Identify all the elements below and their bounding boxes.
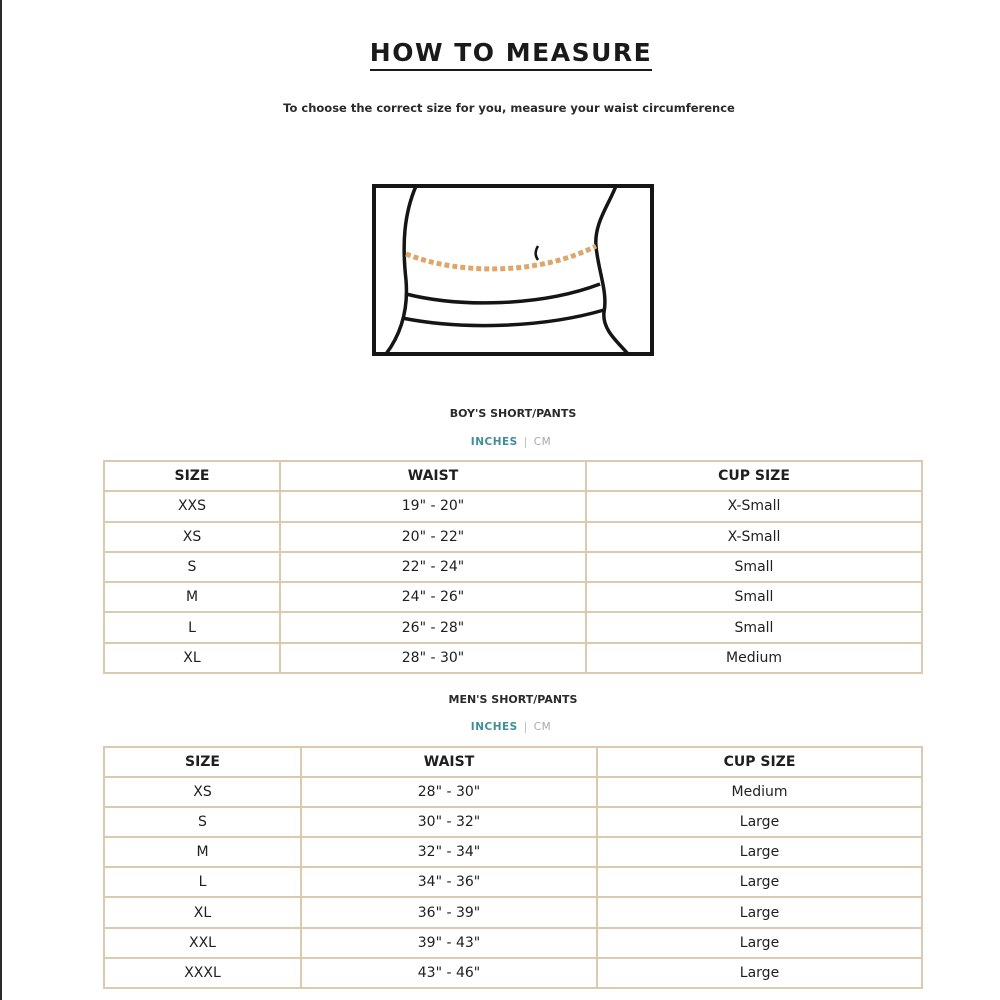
left-edge-border <box>0 0 2 1000</box>
cup-size-cell: Large <box>597 837 922 867</box>
waist-cell: 28" - 30" <box>280 643 586 673</box>
size-cell: XXL <box>104 928 301 958</box>
mens-unit-inches[interactable]: INCHES <box>470 721 518 733</box>
column-header-size: SIZE <box>104 747 301 777</box>
table-row <box>104 491 922 521</box>
mens-unit-toggle <box>0 721 1000 733</box>
column-header-cup-size: CUP SIZE <box>586 461 922 491</box>
size-cell: L <box>104 867 301 897</box>
boys-unit-separator: | <box>523 436 528 448</box>
page-title-text: HOW TO MEASURE <box>370 38 652 71</box>
boys-unit-inches[interactable]: INCHES <box>470 436 518 448</box>
waist-cell: 24" - 26" <box>280 582 586 612</box>
waist-cell: 43" - 46" <box>301 958 597 988</box>
size-cell: XS <box>104 522 280 552</box>
size-cell: XXXL <box>104 958 301 988</box>
waist-cell: 19" - 20" <box>280 491 586 521</box>
size-cell: S <box>104 807 301 837</box>
waist-cell: 36" - 39" <box>301 897 597 927</box>
waist-cell: 28" - 30" <box>301 777 597 807</box>
column-header-waist: WAIST <box>301 747 597 777</box>
table-row <box>104 807 922 837</box>
cup-size-cell: Small <box>586 582 922 612</box>
cup-size-cell: Large <box>597 897 922 927</box>
page-title <box>0 38 1000 67</box>
boys-unit-toggle <box>0 436 1000 448</box>
table-header-row <box>104 461 922 491</box>
cup-size-cell: Large <box>597 807 922 837</box>
table-row <box>104 552 922 582</box>
boys-table-title: BOY'S SHORT/PANTS <box>449 407 577 420</box>
column-header-size: SIZE <box>104 461 280 491</box>
size-cell: XL <box>104 643 280 673</box>
size-cell: M <box>104 837 301 867</box>
table-row <box>104 612 922 642</box>
size-cell: XL <box>104 897 301 927</box>
table-row <box>104 522 922 552</box>
waist-measurement-illustration-icon <box>372 184 654 356</box>
table-row <box>104 777 922 807</box>
waist-cell: 34" - 36" <box>301 867 597 897</box>
mens-size-table <box>103 746 923 989</box>
table-row <box>104 897 922 927</box>
cup-size-cell: Large <box>597 928 922 958</box>
cup-size-cell: Small <box>586 552 922 582</box>
cup-size-cell: X-Small <box>586 491 922 521</box>
table-row <box>104 643 922 673</box>
mens-table-title: MEN'S SHORT/PANTS <box>448 693 578 706</box>
mens-unit-separator: | <box>523 721 528 733</box>
waist-cell: 20" - 22" <box>280 522 586 552</box>
waist-cell: 22" - 24" <box>280 552 586 582</box>
table-row <box>104 582 922 612</box>
size-cell: S <box>104 552 280 582</box>
cup-size-cell: Large <box>597 958 922 988</box>
size-cell: XS <box>104 777 301 807</box>
waist-cell: 32" - 34" <box>301 837 597 867</box>
column-header-waist: WAIST <box>280 461 586 491</box>
cup-size-cell: Large <box>597 867 922 897</box>
table-header-row <box>104 747 922 777</box>
boys-unit-cm[interactable]: CM <box>533 436 552 448</box>
cup-size-cell: Medium <box>586 643 922 673</box>
waist-cell: 26" - 28" <box>280 612 586 642</box>
size-cell: M <box>104 582 280 612</box>
size-cell: XXS <box>104 491 280 521</box>
cup-size-cell: X-Small <box>586 522 922 552</box>
cup-size-cell: Medium <box>597 777 922 807</box>
boys-size-table <box>103 460 923 674</box>
table-row <box>104 867 922 897</box>
cup-size-cell: Small <box>586 612 922 642</box>
waist-cell: 39" - 43" <box>301 928 597 958</box>
page-subtitle: To choose the correct size for you, measure your waist circumference <box>283 101 735 115</box>
column-header-cup-size: CUP SIZE <box>597 747 922 777</box>
size-cell: L <box>104 612 280 642</box>
table-row <box>104 958 922 988</box>
table-row <box>104 928 922 958</box>
table-row <box>104 837 922 867</box>
mens-unit-cm[interactable]: CM <box>533 721 552 733</box>
waist-cell: 30" - 32" <box>301 807 597 837</box>
